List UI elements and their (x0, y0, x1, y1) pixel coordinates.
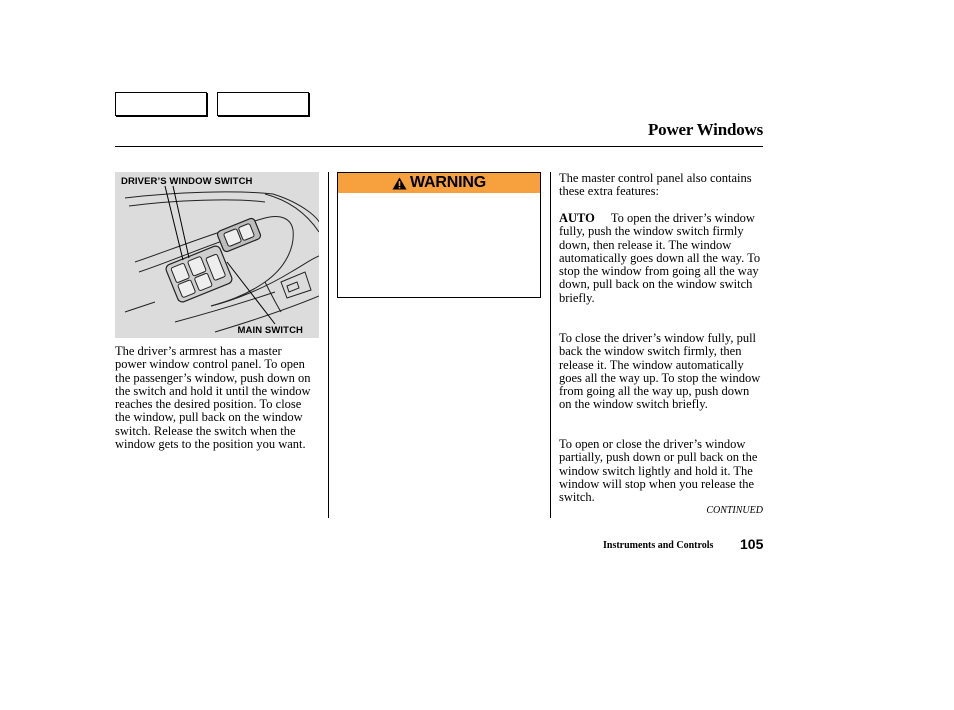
armrest-switch-illustration (115, 172, 319, 338)
auto-feature-paragraph (559, 212, 763, 305)
column-divider-2 (550, 172, 551, 518)
warning-label: WARNING (410, 174, 486, 191)
page-number: 105 (740, 536, 764, 552)
column-divider-1 (328, 172, 329, 518)
driver-window-switch-label: DRIVER’S WINDOW SWITCH (121, 176, 253, 187)
warning-header (338, 173, 540, 193)
main-switch-label: MAIN SWITCH (237, 325, 303, 336)
nav-tab-box-1[interactable] (115, 92, 207, 116)
armrest-description: The driver’s armrest has a master power window control panel. To open the passenger’s window, push down on the switch and hold it until the window reaches the desired position. To close the window, pull back on the window switch. Release the switch when the window gets to the position you want. (115, 344, 311, 452)
title-divider (115, 146, 763, 147)
footer-section-name: Instruments and Controls (603, 540, 714, 551)
warning-triangle-icon (392, 177, 407, 190)
auto-feature-text: To open the driver’s window fully, push the window switch firmly down, then release it. The window automatically goes down all the way. To stop the window from going all the way down, pull back on the window switch briefly. (559, 211, 761, 305)
armrest-switch-drawing (115, 172, 319, 338)
partial-window-paragraph: To open or close the driver’s window partially, push down or pull back on the window switch lightly and hold it. The window will stop when you release the switch. (559, 437, 758, 505)
features-intro: The master control panel also contains these extra features: (559, 171, 752, 199)
continued-note: CONTINUED (706, 505, 763, 516)
auto-term: AUTO (559, 211, 595, 225)
page-title: Power Windows (647, 120, 763, 139)
close-window-paragraph: To close the driver’s window fully, pull back the window switch firmly, then release it. The window automatically goes all the way up. To stop the window from going all the way up, push down on the window switch briefly. (559, 331, 761, 412)
warning-box (337, 172, 541, 298)
nav-tab-box-2[interactable] (217, 92, 309, 116)
